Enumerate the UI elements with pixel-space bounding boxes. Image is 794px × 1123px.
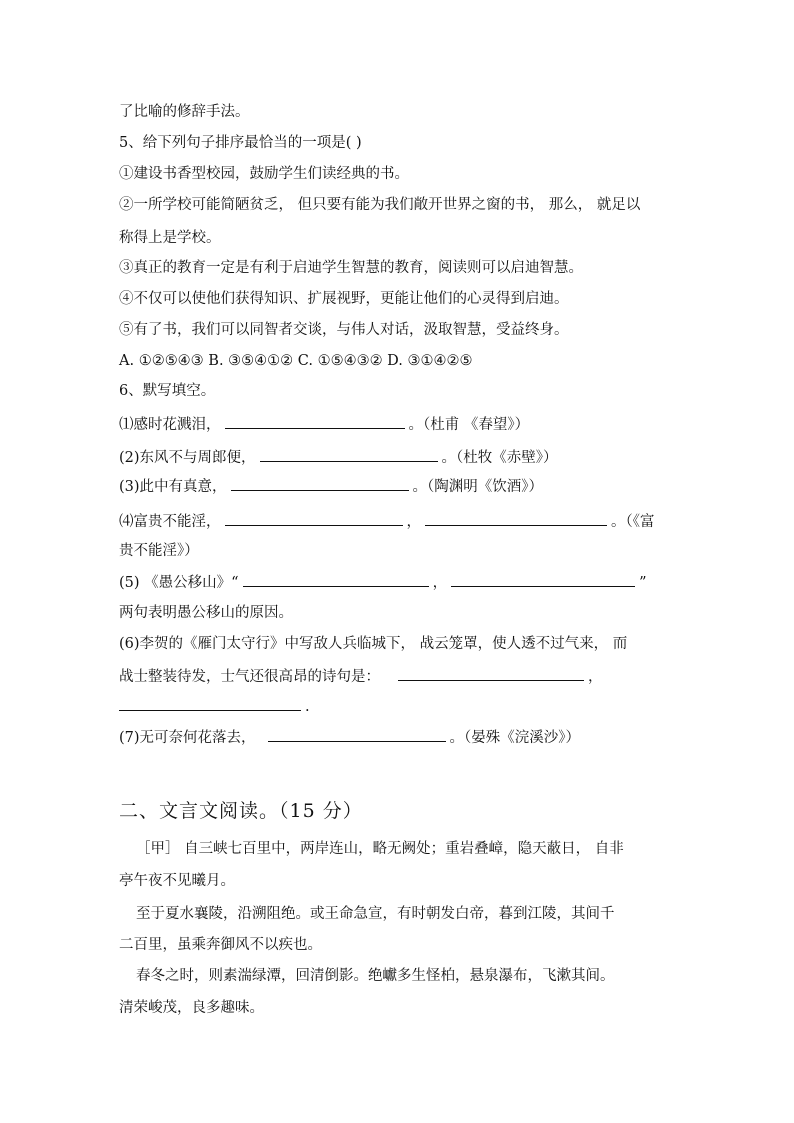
question-5: 5、给下列句子排序最恰当的一项是( ) [119,135,362,151]
fill-item-2 [119,447,558,468]
answer-blank[interactable] [398,666,584,681]
fill-item-7 [119,727,580,748]
fill-item-1-prompt: ⑴感时花溅泪， [119,417,221,433]
fill-item-2-source: 。（杜牧《赤壁》） [441,450,558,466]
fill-item-6-prompt: 战士整装待发，士气还很高昂的诗句是： [119,669,380,685]
passage-para-1: ［甲］ 自三峡七百里中，两岸连山，略无阙处；重岩叠嶂，隐天蔽日， 自非 [136,841,624,857]
fill-item-5-prompt: (5) 《愚公移山》“ [119,575,239,591]
answer-blank[interactable] [231,476,409,491]
fill-item-6: (6)李贺的《雁门太守行》中写敌人兵临城下， 战云笼罩，使人透不过气来， 而 [119,636,628,652]
fill-item-6-cont [119,666,603,687]
fill-item-6-end: . [305,699,310,715]
fill-item-7-source: 。（晏殊《浣溪沙》） [449,730,581,746]
answer-blank[interactable] [225,414,405,429]
fill-item-3 [119,476,543,497]
fill-item-6-line3 [119,696,310,717]
sentence-2-cont: 称得上是学校。 [119,230,221,246]
answer-blank[interactable] [260,447,438,462]
answer-blank[interactable] [425,511,607,526]
fill-item-2-prompt: (2)东风不与周郎便， [119,450,256,466]
section-heading: 二、文言文阅读。（15 分） [119,800,363,822]
fill-item-3-source: 。（陶渊明《饮酒》） [412,479,544,495]
fill-item-4-cont: 贵不能淫》） [119,543,199,559]
answer-blank[interactable] [225,511,403,526]
fill-item-5-sep: ， [432,575,448,591]
fill-item-4-sep: ， [406,514,421,530]
fill-item-6-sep: ， [588,669,603,685]
fill-item-1 [119,414,529,435]
passage-para-1-cont: 亭午夜不见曦月。 [119,873,235,889]
passage-para-3: 春冬之时，则素湍绿潭，回清倒影。绝巘多生怪柏，悬泉瀑布，飞漱其间。 [136,968,615,984]
fill-item-3-prompt: (3)此中有真意， [119,479,227,495]
sentence-3: ③真正的教育一定是有利于启迪学生智慧的教育，阅读则可以启迪智慧。 [119,260,583,276]
question-6: 6、默写填空。 [119,383,216,399]
sentence-2: ②一所学校可能简陋贫乏， 但只要有能为我们敞开世界之窗的书， 那么， 就足以 [119,197,641,213]
sentence-5: ⑤有了书，我们可以同智者交谈，与伟人对话，汲取智慧，受益终身。 [119,322,569,338]
fill-item-7-prompt: (7)无可奈何花落去， [119,730,256,746]
answer-options: A. ①②⑤④③ B. ③⑤④①② C. ①⑤④③② D. ③①④②⑤ [119,353,473,369]
passage-para-2-cont: 二百里，虽乘奔御风不以疾也。 [119,937,322,953]
fill-item-1-source: 。（杜甫 《春望》） [408,417,530,433]
passage-para-2: 至于夏水襄陵，沿溯阻绝。或王命急宣，有时朝发白帝，暮到江陵，其间千 [136,906,615,922]
fill-item-5 [119,572,646,593]
sentence-1: ①建设书香型校园，鼓励学生们读经典的书。 [119,166,409,182]
answer-blank[interactable] [119,696,301,711]
fill-item-5-close: ” [639,575,647,591]
passage-para-3-cont: 清荣峻茂，良多趣味。 [119,1000,264,1016]
answer-blank[interactable] [451,572,635,587]
fill-item-5-cont: 两句表明愚公移山的原因。 [119,605,293,621]
answer-blank[interactable] [268,727,446,742]
fill-item-4-source: 。（《富 [611,514,655,530]
fill-item-4 [119,511,655,532]
sentence-4: ④不仅可以使他们获得知识、扩展视野，更能让他们的心灵得到启迪。 [119,291,569,307]
fill-item-4-prompt: ⑷富贵不能淫， [119,514,221,530]
text-line: 了比喻的修辞手法。 [119,104,250,120]
answer-blank[interactable] [243,572,429,587]
